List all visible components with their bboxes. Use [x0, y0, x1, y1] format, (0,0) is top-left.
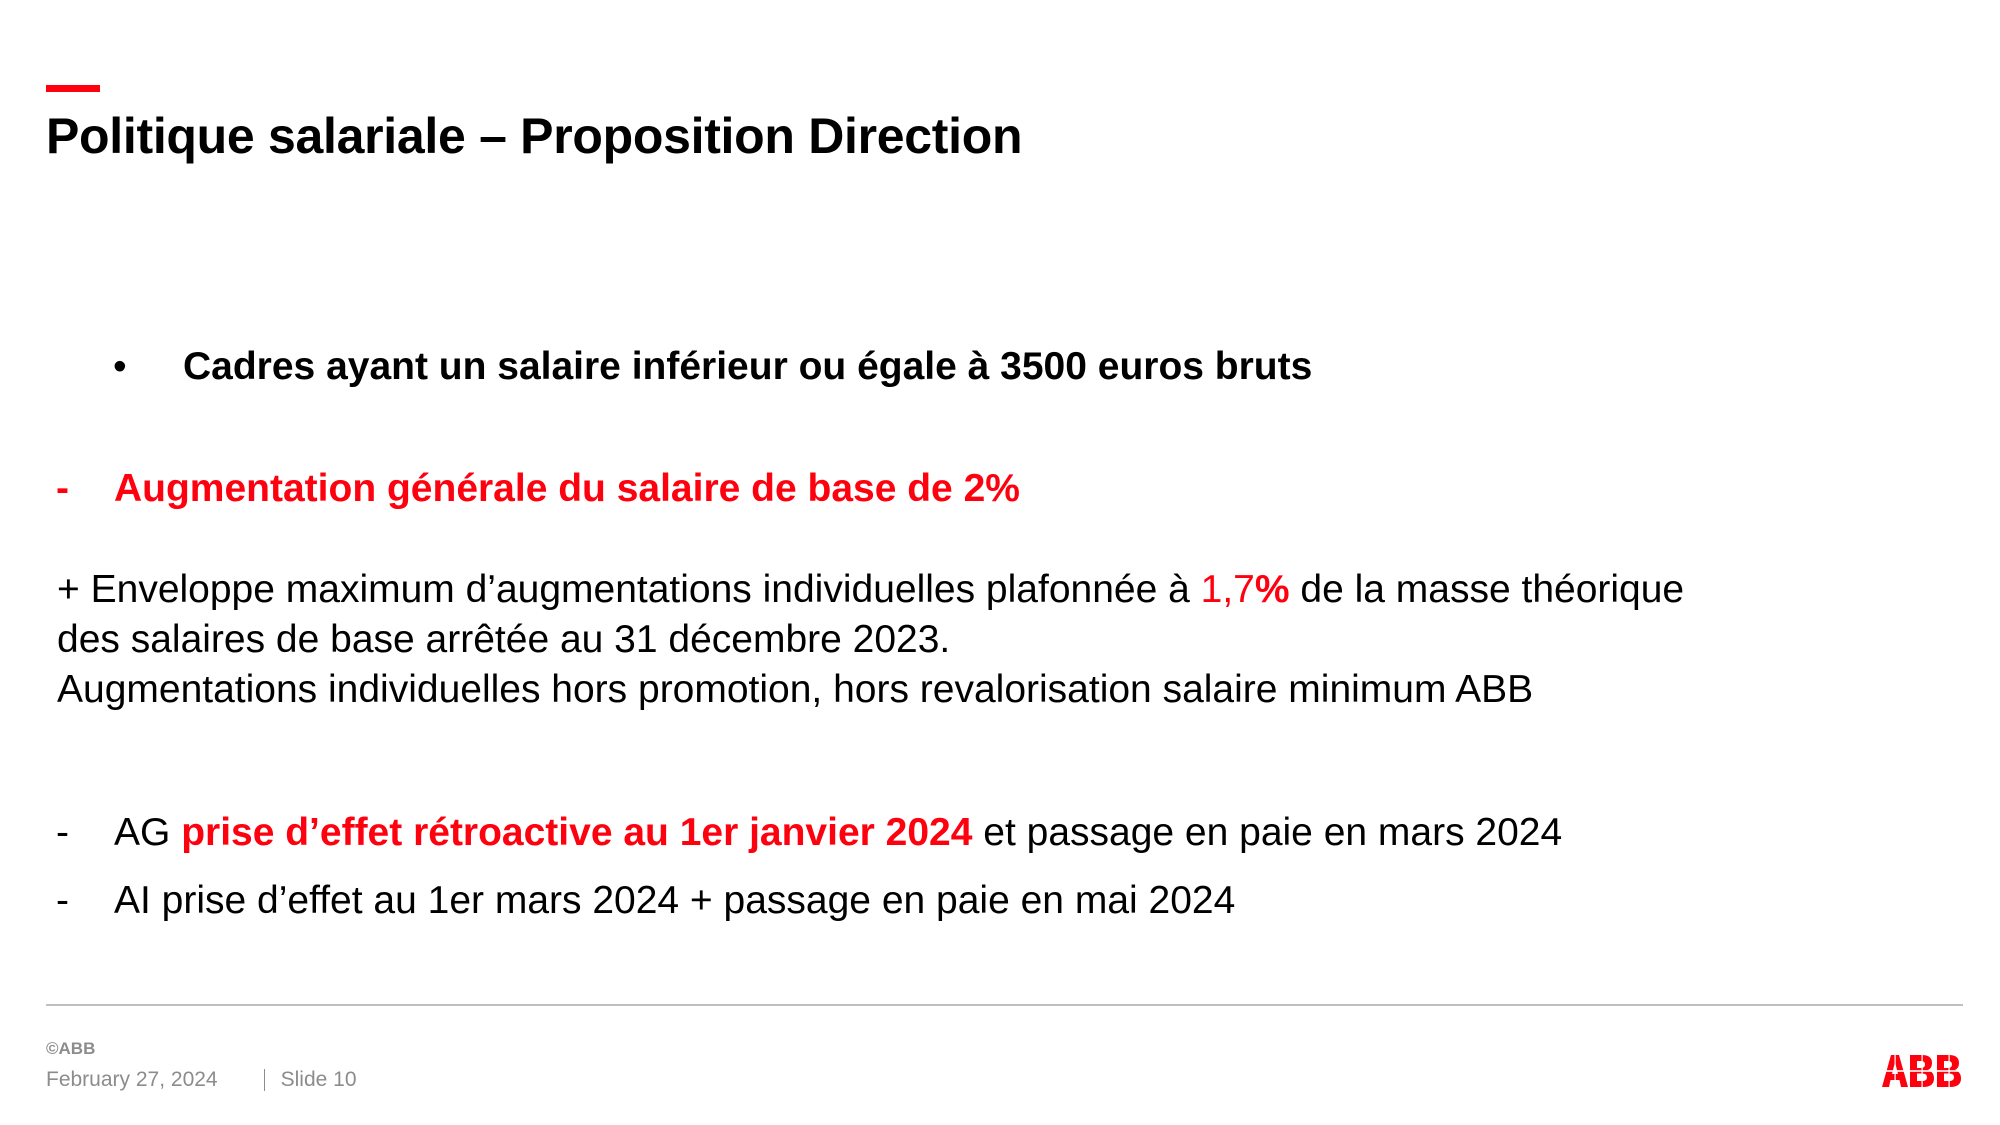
bullet-marker: •	[113, 345, 127, 388]
ag-suffix: et passage en paie en mars 2024	[972, 811, 1563, 854]
envelope-line-1: + Enveloppe maximum d’augmentations individuelles plafonnée à 1,7% de la masse théorique	[57, 568, 1685, 611]
ai-line	[56, 875, 1235, 927]
footer-copyright: ©ABB	[46, 1039, 96, 1058]
ai-text: AI prise d’effet au 1er mars 2024 + passage en paie en mai 2024	[114, 879, 1236, 922]
ag-prefix: AG	[114, 811, 182, 854]
envelope-line-2: des salaires de base arrêtée au 31 décembre 2023.	[57, 618, 951, 661]
ag-line	[56, 807, 1562, 859]
dash-marker: -	[56, 811, 69, 854]
augmentation-text: Augmentation générale du salaire de base de 2%	[114, 467, 1020, 510]
envelope-rate-value: 1,7	[1200, 568, 1255, 611]
footer-slide-number: Slide 10	[280, 1068, 357, 1091]
abb-logo	[1881, 1054, 1963, 1088]
envelope-rate-percent: %	[1254, 568, 1290, 611]
augmentation-generale-line	[56, 463, 1020, 515]
title-accent-bar	[46, 85, 100, 92]
ag-highlight: prise d’effet rétroactive au 1er janvier 2024	[181, 811, 973, 854]
dash-marker: -	[56, 467, 69, 510]
slide-title: Politique salariale – Proposition Direction	[46, 108, 1023, 164]
bullet-cadres	[113, 341, 1312, 393]
footer-meta	[46, 1066, 357, 1094]
footer-divider	[46, 1004, 1963, 1006]
footer-separator	[264, 1069, 265, 1091]
envelope-line-3: Augmentations individuelles hors promotion, hors revalorisation salaire minimum ABB	[57, 668, 1534, 711]
bullet-text: Cadres ayant un salaire inférieur ou égale à 3500 euros bruts	[183, 345, 1313, 388]
dash-marker: -	[56, 879, 69, 922]
envelope-paragraph	[57, 565, 1977, 715]
footer-date: February 27, 2024	[46, 1068, 218, 1091]
